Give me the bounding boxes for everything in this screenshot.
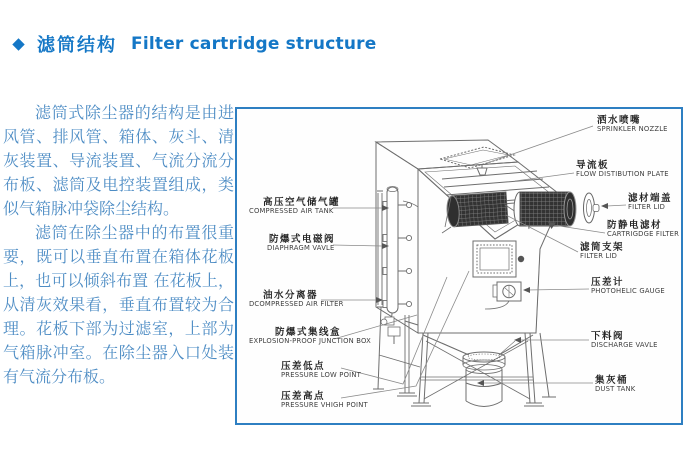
label-diaphragm-valve: 防爆式电磁阀 DIAPHRAGM VAVLE (267, 234, 336, 252)
body-paragraph-2: 滤筒在除尘器中的布置很重要，既可以垂直布置在箱体花板上，也可以倾斜布置 在花板上，从清灰效果看，垂直布置较为合理。花板下部为过滤室，上部为气箱脉冲室。在除尘器入口处装有气流分布板。 (3, 223, 234, 386)
label-dust-tank: 集灰桶 DUST TANK (595, 375, 636, 393)
label-cartridge-bracket: 滤筒支架 FILTER LID (580, 242, 625, 260)
label-sprinkler-nozzle: 洒水喷嘴 SPRINKLER NOZZLE (597, 115, 668, 133)
label-pressure-low-point: 压差低点 PRESSURE LOW POINT (281, 361, 361, 379)
section-title-en: Filter cartridge structure (131, 34, 377, 54)
label-pressure-high-point: 压差高点 PRESSURE VHIGH POINT (281, 391, 368, 409)
section-title-zh: 滤筒结构 (37, 35, 117, 56)
label-discharge-valve: 下料阀 DISCHARGE VAVLE (591, 331, 658, 349)
label-filter-end-cap: 滤材端盖 FILTER LID (628, 193, 673, 211)
label-antistatic-cartridge-filter: 防静电滤材 CARTRIGDGE FILTER (607, 220, 680, 238)
diamond-bullet-icon (12, 38, 24, 50)
label-flow-distribution-plate: 导流板 FLOW DISTIBUTION PLATE (576, 160, 669, 178)
diagram-frame (235, 107, 683, 425)
label-photohelic-gauge: 压差计 PHOTOHELIC GAUGE (591, 277, 665, 295)
label-compressed-air-tank: 高压空气储气罐 COMPRESSED AIR TANK (249, 197, 341, 215)
body-text (3, 101, 234, 389)
label-oil-water-separator: 油水分离器 DCOMPRESSED AIR FILTER (249, 290, 344, 308)
section-title (13, 31, 376, 57)
label-explosion-proof-junction-box: 防爆式集线盒 EXPLOSION-PROOF JUNCTION BOX (249, 327, 372, 345)
body-paragraph-1: 滤筒式除尘器的结构是由进风管、排风管、箱体、灰斗、清灰装置、导流装置、气流分流分布板、滤筒及电控装置组成，类似气箱脉冲袋除尘结构。 (3, 103, 234, 218)
